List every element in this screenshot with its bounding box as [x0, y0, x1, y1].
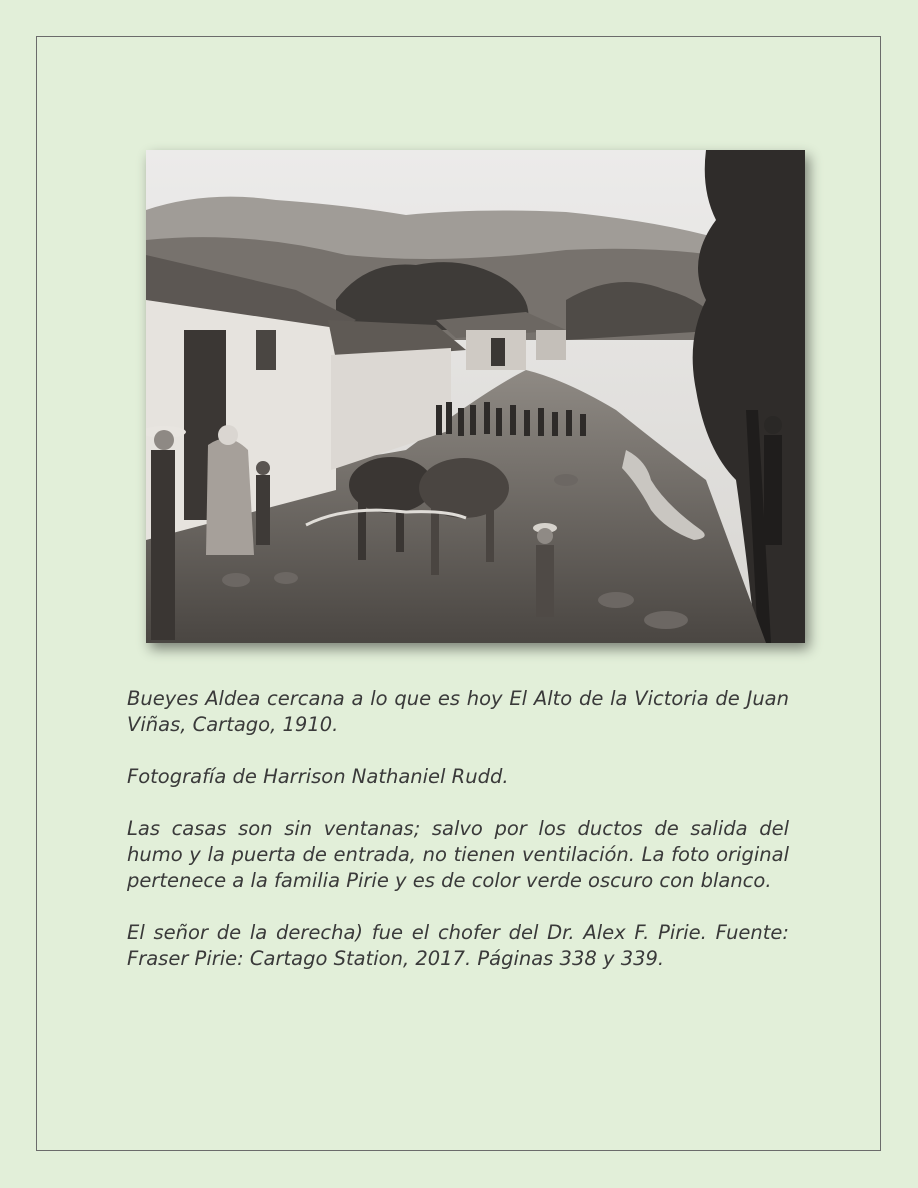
- description-paragraph: Las casas son sin ventanas; salvo por los ductos de salida del humo y la puerta de entrada, no tienen ventilación. La foto original pertenece a la familia Pirie y es de color verde oscuro con blanco.: [127, 817, 789, 892]
- historic-photograph: [146, 150, 805, 643]
- photo-caption: [127, 686, 789, 998]
- photo-credit-paragraph: Fotografía de Harrison Nathaniel Rudd.: [127, 765, 509, 788]
- source-paragraph: El señor de la derecha) fue el chofer del Dr. Alex F. Pirie. Fuente: Fraser Pirie: Cartago Station, 2017. Páginas 338 y 339.: [127, 921, 789, 970]
- caption-title-paragraph: Bueyes Aldea cercana a lo que es hoy El Alto de la Victoria de Juan Viñas, Cartago, 1910.: [127, 687, 789, 736]
